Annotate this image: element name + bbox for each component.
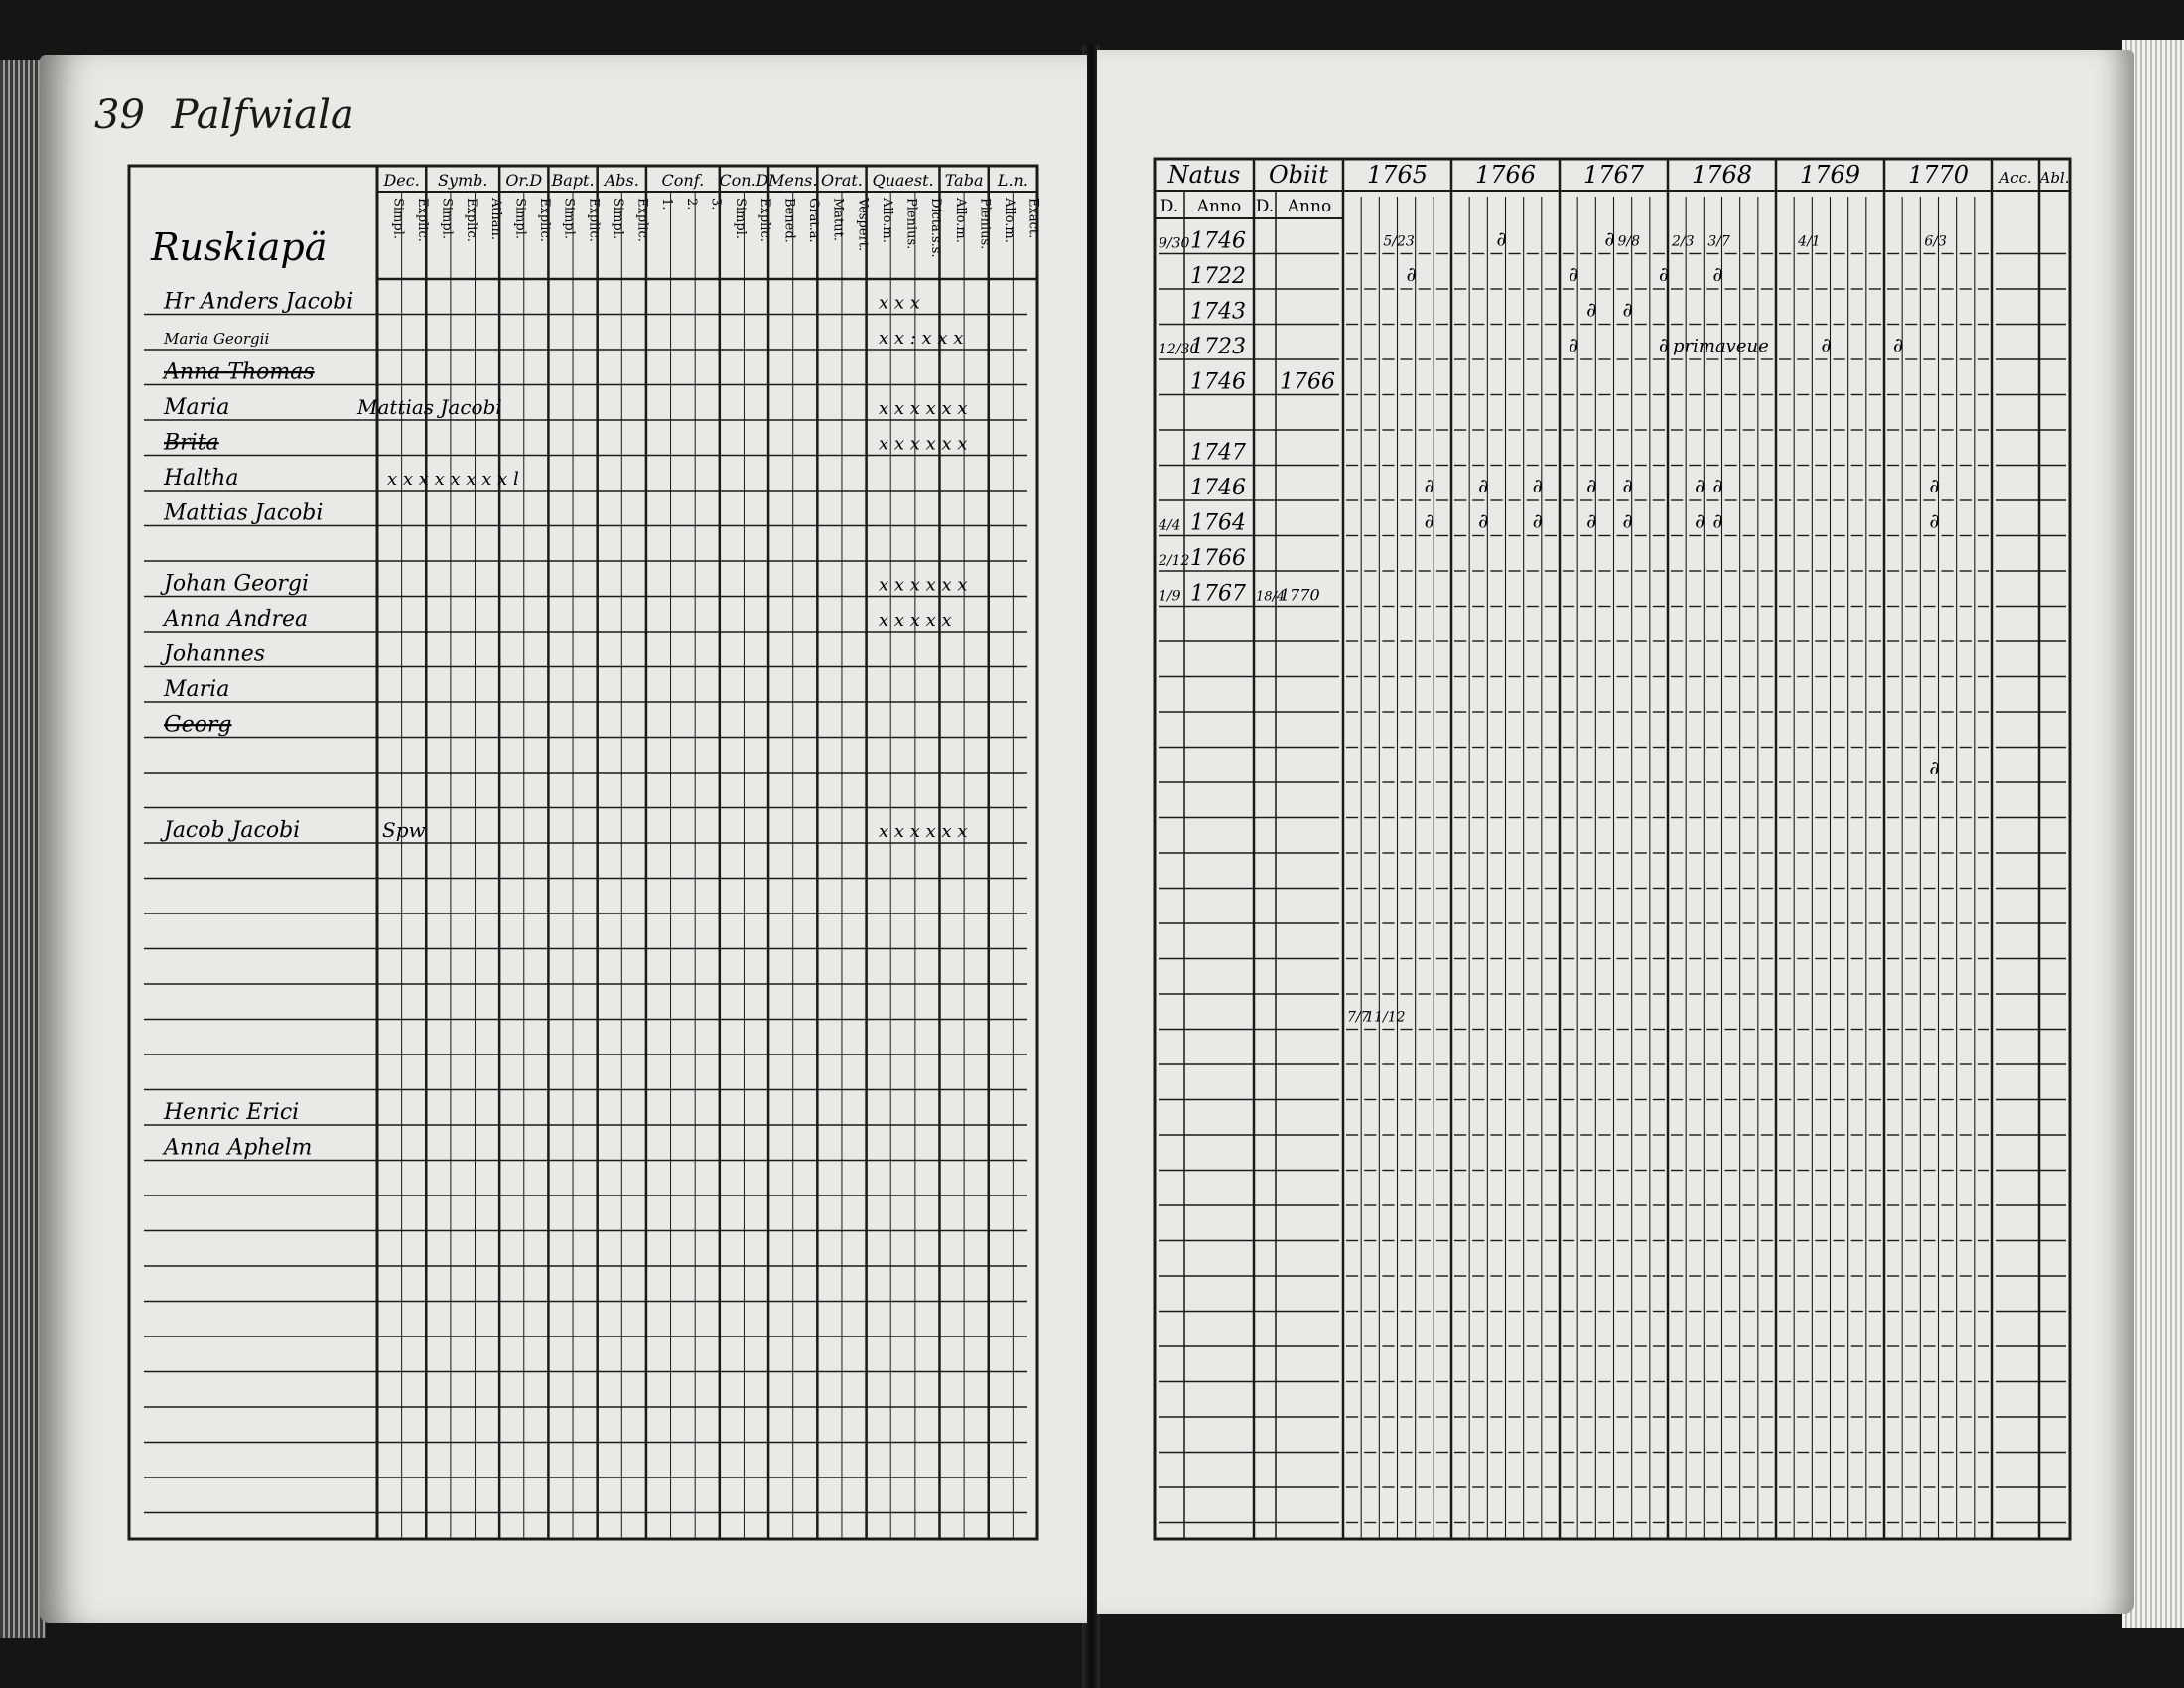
person-name: Mattias Jacobi	[164, 500, 324, 526]
village-name: Palfwiala	[171, 92, 354, 138]
person-name: Henric Erici	[164, 1100, 300, 1125]
column-subheader: 3.	[708, 198, 724, 211]
communion-mark: ∂	[1424, 508, 1435, 533]
date-fraction: 2/3	[1672, 233, 1695, 250]
left-register-table	[40, 55, 1087, 1623]
death-day: 18/4	[1256, 589, 1286, 605]
column-subheader: 1.	[659, 198, 675, 211]
communion-mark: ∂	[1406, 262, 1417, 286]
communion-mark: ∂	[1586, 474, 1597, 497]
column-header: Natus	[1167, 161, 1241, 189]
column-subheader: Allo.m.	[1002, 198, 1018, 243]
birth-day: 9/30	[1159, 235, 1190, 252]
communion-mark: ∂	[1712, 508, 1723, 533]
table-border	[1155, 159, 2070, 1539]
communion-mark: ∂	[1712, 474, 1723, 497]
person-name: Anna Aphelm	[164, 1135, 313, 1161]
column-subheader: Plenius.	[903, 198, 919, 250]
column-header: 1769	[1799, 161, 1861, 189]
column-header: Quaest.	[872, 171, 934, 190]
column-header: Orat.	[821, 171, 863, 190]
household-name: Ruskiapä	[151, 225, 328, 269]
communion-mark: ∂	[1658, 333, 1670, 356]
column-subheader: Vespert.	[855, 198, 871, 252]
birth-year: 1722	[1190, 264, 1246, 289]
column-subheader: Explic.	[586, 198, 602, 242]
person-name: Anna Thomas	[164, 359, 315, 385]
column-subheader: D.	[1160, 197, 1179, 216]
birth-year: 1764	[1190, 510, 1246, 536]
birth-year: 1746	[1190, 369, 1246, 395]
column-subheader: Explic.	[537, 198, 553, 242]
person-name: Johannes	[164, 641, 265, 667]
catechism-marks: x x x x x x	[879, 398, 968, 419]
date-fraction: 9/8	[1617, 233, 1641, 250]
column-header: Taba	[944, 171, 984, 190]
column-header: Con.D	[719, 171, 769, 190]
person-name: Haltha	[164, 466, 239, 491]
column-subheader: Explic.	[464, 198, 479, 242]
communion-mark: ∂	[1478, 474, 1489, 497]
column-subheader: Athan.	[487, 198, 503, 241]
column-subheader: Simpl.	[733, 198, 749, 240]
person-note: Mattias Jacobi	[357, 395, 502, 419]
communion-mark: ∂	[1695, 474, 1706, 497]
column-subheader: Allo.m.	[879, 198, 894, 243]
catechism-marks: x x x x x x	[879, 574, 968, 596]
person-note: Spw	[382, 818, 426, 842]
column-subheader: Simpl.	[390, 198, 406, 240]
death-year: 1766	[1280, 369, 1335, 395]
column-header: Dec.	[383, 171, 420, 190]
column-subheader: Anno	[1196, 197, 1242, 216]
catechism-marks: x x x x x x	[879, 433, 968, 455]
communion-mark: ∂	[1569, 262, 1579, 286]
communion-mark: ∂	[1622, 508, 1633, 533]
catechism-marks: x x x x x	[879, 610, 952, 631]
marginal-note: primaveue	[1673, 336, 1769, 356]
column-header: 1768	[1691, 161, 1753, 189]
catechism-marks: x x x	[879, 292, 920, 314]
birth-day: 12/30	[1159, 342, 1199, 357]
column-header: Conf.	[661, 171, 705, 190]
column-subheader: Simpl.	[610, 198, 625, 240]
communion-mark: ∂	[1496, 226, 1507, 251]
person-name: Maria Georgii	[164, 330, 270, 348]
birth-year: 1767	[1190, 581, 1246, 607]
right-page	[1097, 50, 2134, 1614]
column-subheader: Simpl.	[512, 198, 528, 240]
column-subheader: Plenius.	[977, 198, 993, 250]
communion-mark: ∂	[1586, 297, 1597, 322]
person-name: Brita	[164, 430, 219, 456]
column-subheader: Simpl.	[561, 198, 577, 240]
person-name: Jacob Jacobi	[164, 818, 301, 843]
column-subheader: Allo.m.	[952, 198, 968, 243]
column-subheader: Simpl.	[439, 198, 455, 240]
date-fraction: 7/7	[1347, 1009, 1370, 1026]
left-page	[40, 55, 1087, 1623]
birth-year: 1746	[1190, 228, 1246, 254]
birth-year: 1723	[1190, 335, 1246, 359]
column-header: Abs.	[604, 171, 639, 190]
communion-mark: ∂	[1424, 474, 1435, 497]
person-name: Maria	[164, 677, 230, 702]
catechism-marks: x x x x x x	[879, 821, 968, 842]
communion-mark: ∂	[1622, 474, 1633, 497]
column-header: 1765	[1366, 161, 1429, 189]
catechism-marks: x x : x x x	[879, 328, 964, 349]
communion-mark: ∂	[1622, 297, 1633, 322]
column-header: Bapt.	[551, 171, 595, 190]
death-year: 1770	[1280, 585, 1320, 605]
communion-mark: ∂	[1658, 262, 1670, 286]
date-fraction: 4/1	[1798, 233, 1821, 250]
column-header: 1766	[1474, 161, 1537, 189]
column-header: Acc.	[1999, 169, 2032, 187]
communion-mark: ∂	[1712, 262, 1723, 286]
communion-mark: ∂	[1695, 508, 1706, 533]
birth-day: 2/12	[1159, 553, 1190, 569]
birth-year: 1743	[1190, 299, 1246, 325]
right-register-table	[1097, 50, 2134, 1614]
date-fraction: 6/3	[1924, 233, 1947, 250]
column-subheader: Anno	[1287, 197, 1332, 216]
date-fraction: 11/12	[1365, 1009, 1406, 1026]
date-fraction: 5/23	[1383, 233, 1415, 250]
column-header: Abl.	[2039, 169, 2070, 187]
birth-year: 1746	[1190, 476, 1246, 500]
page-number: 39	[94, 92, 145, 138]
communion-mark: ∂	[1929, 474, 1940, 497]
communion-mark: ∂	[1604, 226, 1615, 251]
date-fraction: 3/7	[1707, 233, 1730, 250]
person-name: Georg	[164, 712, 232, 738]
column-subheader: Explic.	[634, 198, 650, 242]
person-name: Hr Anders Jacobi	[164, 289, 354, 315]
communion-mark: ∂	[1929, 756, 1940, 779]
communion-mark: ∂	[1893, 333, 1904, 356]
column-header: 1767	[1582, 161, 1645, 189]
column-subheader: Exact.	[1025, 198, 1041, 239]
column-subheader: Dicta.s.s.	[928, 198, 944, 258]
person-name: Anna Andrea	[164, 607, 309, 632]
communion-mark: ∂	[1478, 508, 1489, 533]
birth-day: 1/9	[1159, 588, 1181, 605]
communion-mark: ∂	[1586, 508, 1597, 533]
catechism-marks: x x x x x x x x l	[387, 469, 519, 490]
communion-mark: ∂	[1532, 508, 1544, 533]
column-subheader: Grat.a.	[806, 198, 822, 243]
column-subheader: Bened.	[781, 198, 797, 243]
communion-mark: ∂	[1532, 474, 1544, 497]
communion-mark: ∂	[1569, 333, 1579, 356]
person-name: Johan Georgi	[164, 571, 309, 597]
column-subheader: Matut.	[830, 198, 846, 242]
person-name: Maria	[164, 395, 230, 420]
communion-mark: ∂	[1821, 333, 1832, 356]
birth-day: 4/4	[1159, 517, 1181, 534]
column-subheader: D.	[1255, 197, 1275, 216]
column-header: Or.D	[505, 171, 543, 190]
column-header: Symb.	[437, 171, 488, 190]
birth-year: 1766	[1190, 546, 1246, 571]
column-subheader: 2.	[683, 198, 699, 211]
column-subheader: Explic.	[756, 198, 772, 242]
column-header: 1770	[1907, 161, 1970, 189]
communion-mark: ∂	[1929, 508, 1940, 533]
column-header: L.n.	[997, 171, 1028, 190]
column-subheader: Explic.	[414, 198, 430, 242]
birth-year: 1747	[1190, 440, 1246, 466]
column-header: Mens.	[767, 171, 818, 190]
column-header: Obiit	[1268, 161, 1329, 189]
